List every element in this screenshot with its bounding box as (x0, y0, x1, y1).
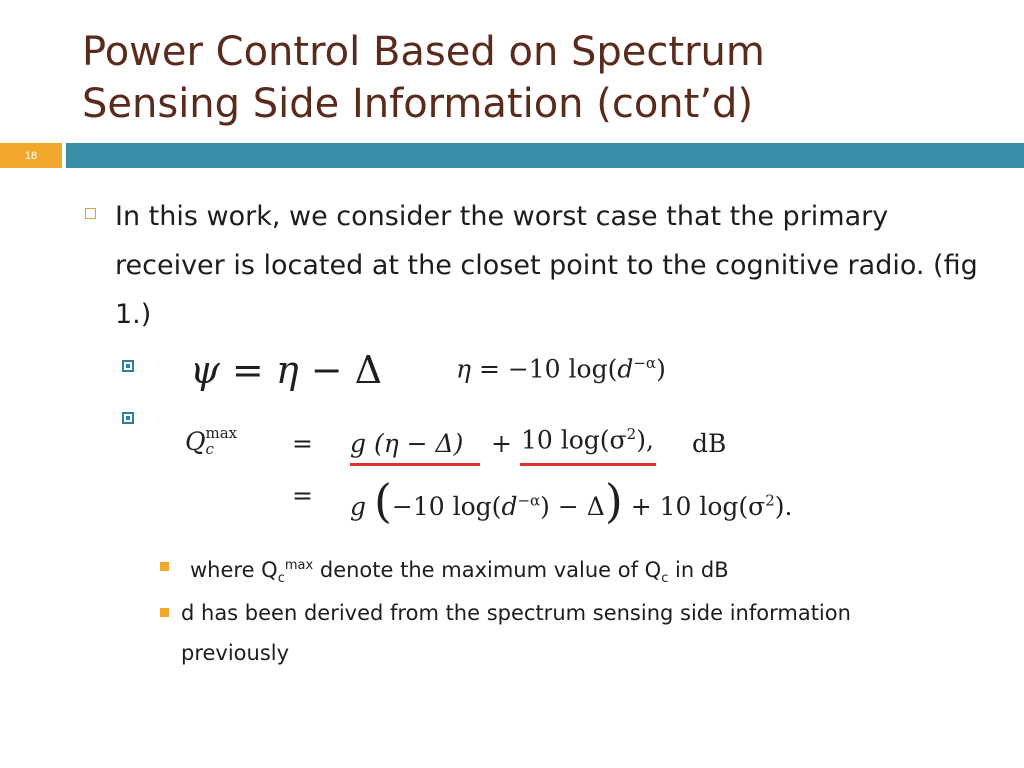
equation-eta (456, 354, 666, 383)
eq3-row2-close: ) (604, 474, 623, 528)
eq3-sup: max (205, 424, 238, 442)
eq3-row2-g: g (350, 492, 367, 521)
eq3-row1-unit: dB (692, 429, 727, 458)
eq1-minus: − (310, 348, 343, 392)
eq3-row2-equals: = (292, 481, 313, 510)
sub1-a: where Q (190, 558, 278, 582)
eq3-row1-plus: + (491, 429, 512, 458)
eq1-equals: = (231, 348, 264, 392)
sub1-sub2: c (661, 571, 669, 587)
eq3-row2-end: ). (774, 492, 793, 521)
eq2-close: ) (656, 354, 666, 384)
blue-square-bullet-icon-2 (122, 412, 134, 424)
eq3-row2-exp2: 2 (765, 491, 775, 510)
eq3-row2-plus: + 10 log(σ (630, 492, 766, 521)
eq3-row1-b: 10 log(σ (521, 425, 627, 455)
slide-title (82, 26, 982, 130)
eq3-row2-inner: −10 log( (391, 492, 502, 521)
eq3-row2-exp: −α (517, 491, 541, 510)
header-bar (66, 143, 1024, 168)
main-bullet-text: In this work, we consider the worst case that the primary receiver is located at the closet point to the cognitive radio. (fig 1.) (115, 201, 978, 330)
eq3-Q: Q (185, 427, 206, 456)
eq3-row1-b-close: ), (636, 425, 654, 455)
eq3-row1-equals: = (292, 429, 313, 458)
eq3-row2 (350, 474, 793, 528)
eq3-row2-inner2: ) − Δ (540, 492, 605, 521)
title-line-2: Sensing Side Information (cont’d) (82, 81, 754, 127)
sub1-sub1: c (277, 571, 285, 587)
hollow-square-bullet-icon (85, 208, 96, 219)
slide-number: 18 (0, 143, 62, 168)
eq2-body: = −10 log( (478, 354, 618, 384)
sub-bullet-2: d has been derived from the spectrum sensing side information previously (181, 601, 851, 665)
eq3-row2-d: d (501, 492, 518, 521)
eq1-delta: Δ (354, 348, 383, 392)
eq3-row2-open: ( (373, 474, 392, 528)
sub1-c: in dB (668, 558, 729, 582)
orange-square-bullet-icon-2 (160, 608, 169, 617)
eq3-row1-term-b (521, 425, 654, 454)
equation-psi (190, 348, 382, 392)
red-underline-2 (520, 463, 656, 466)
sub1-sup1: max (284, 558, 314, 573)
orange-square-bullet-icon (160, 562, 169, 571)
sub1-b: denote the maximum value of Q (313, 558, 662, 582)
sub-bullet-1 (190, 546, 950, 599)
eq3-row1-b-exp: 2 (626, 425, 637, 443)
eq3-sub: c (205, 440, 214, 458)
eq1-eta: η (275, 348, 299, 392)
eq3-row1-term-a (350, 429, 463, 458)
eq2-eta: η (456, 354, 471, 384)
blue-square-bullet-icon (122, 360, 134, 372)
eq2-d: d (617, 354, 634, 384)
equation-q-lhs (185, 425, 237, 457)
red-underline-1 (350, 463, 480, 466)
title-line-1: Power Control Based on Spectrum (82, 29, 765, 75)
eq3-row1-a: g (η − Δ) (350, 429, 464, 458)
eq2-exp: −α (633, 354, 657, 372)
eq1-psi: ψ (190, 348, 220, 392)
